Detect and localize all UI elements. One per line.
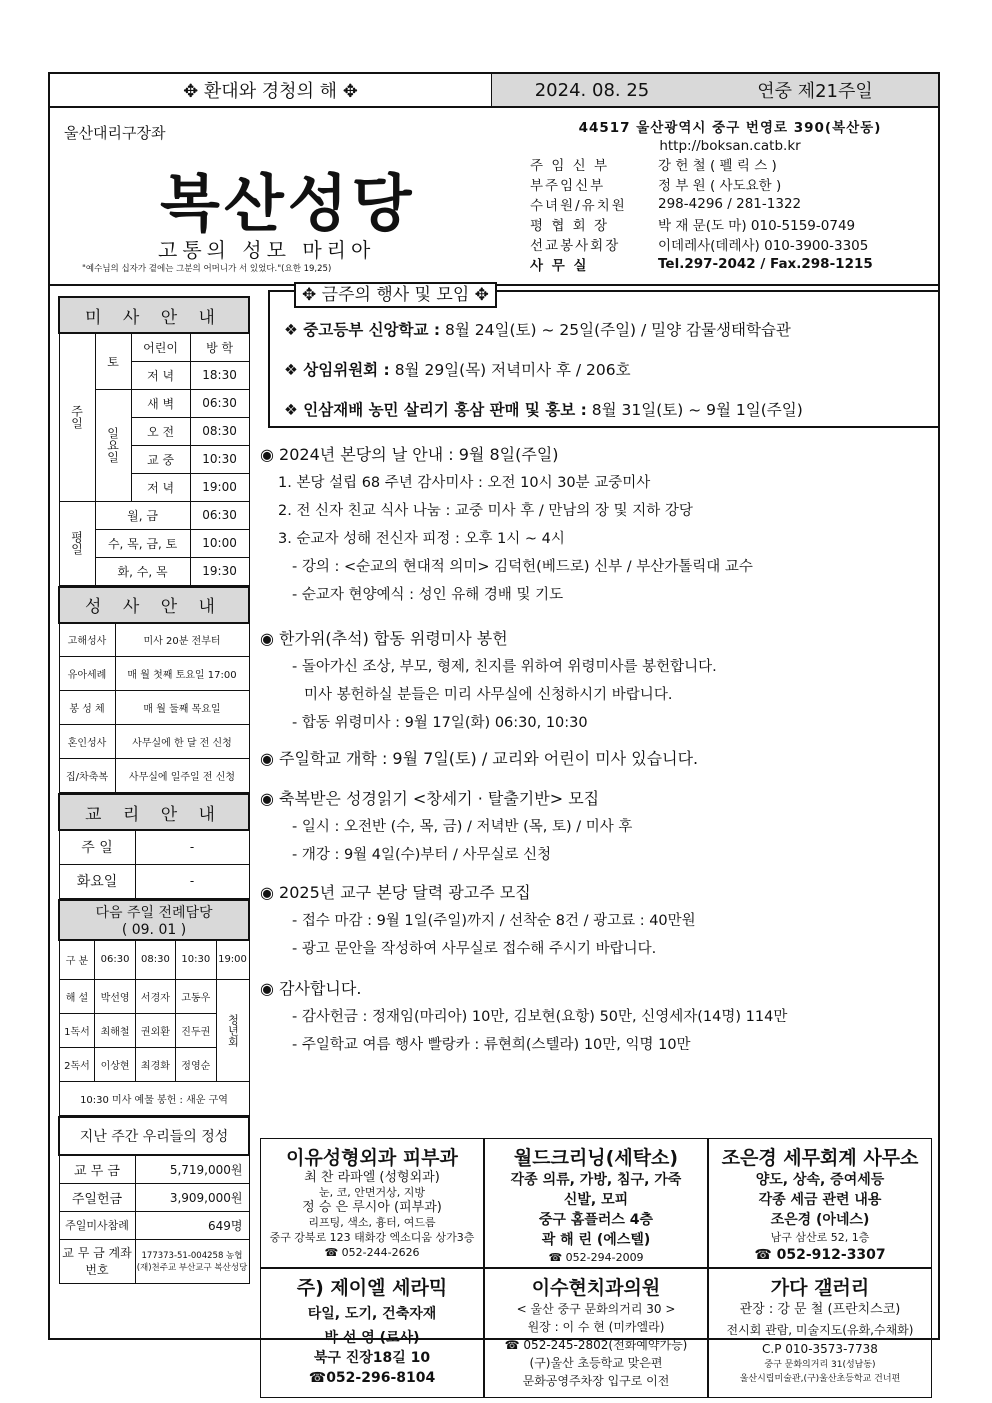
ad-gallery: 가다 갤러리 관장 : 강 문 철 (프란치스코) 전시회 관람, 미술지도(유화,수채화) C.P 010-3573-7738 중구 문화의거리 31(성남동) 울산시립미술관,(구)울산초등학교 건너편 — [708, 1268, 932, 1398]
church-info: 44517 울산광역시 중구 번영로 390(복산동) http://boksan.catb.kr 주 임 신 부 강 헌 철 ( 펠 릭 스 ) 부주임신부 정 부 원 ( 사도요한 ) 수녀원/유치원 298-4296 / 281-1322 평 협 회 장 박 재 문(도 마) 010-5159-0749 선교봉사회장 이데레사(데레사) 010-3900-3305 사 무 실 Tel.297-2042 / Fax.298-1215 — [530, 116, 930, 274]
ad-tax-office: 조은경 세무회계 사무소 양도, 상속, 증여세등 각종 세금 관련 내용 조은경 (아네스) 남구 삼산로 52, 1층 ☎ 052-912-3307 — [708, 1138, 932, 1268]
bulletin-frame — [48, 72, 940, 1388]
motto: "예수님의 십자가 곁에는 그분의 어머니가 서 있었다."(요한 19,25) — [82, 264, 332, 274]
ad-clinic: 이유성형외과 피부과 최 찬 라파엘 (성형외과) 눈, 코, 안면거상, 지방 정 승 은 루시아 (피부과) 리프팅, 색소, 흉터, 여드름 중구 강북로 123 태화강 엑소디움 상가3층 ☎ 052-244-2626 — [260, 1138, 484, 1268]
weekly-events: ✥ 금주의 행사 및 모임 ✥ ❖ 중고등부 신앙학교 : 8월 24일(토) ~ 25일(주일) / 밀양 감물생태학습관 ❖ 상임위원회 : 8월 29일(목) 저녁미사 후 / 206호 ❖ 인삼재배 농민 살리기 홍삼 판매 및 홍보 : 8월 31일(토) ~ 9월 1일(주일) — [268, 290, 940, 428]
liturgical-week: 연중 제21주일 — [757, 81, 873, 102]
sacrament-table: 성 사 안 내 고해성사 미사 20분 전부터 유아세례 매 월 첫째 토요일 17:00 봉 성 체 매 월 둘째 목요일 혼인성사 사무실에 한 달 전 신청 집/차축복 사무실에 일주일 전 신청 — [58, 586, 250, 794]
ad-cleaning: 월드크리닝(세탁소) 각종 의류, 가방, 침구, 가죽 신발, 모피 중구 홈플러스 4층 곽 해 린 (에스텔) ☎ 052-294-2009 — [484, 1138, 708, 1268]
diocese: 울산대리구장좌 — [64, 124, 166, 142]
website-link[interactable]: http://boksan.catb.kr — [659, 138, 801, 154]
offering-table: 지난 주간 우리들의 정성 교 무 금 5,719,000원 주일헌금 3,909,000원 주일미사참례 649명 교 무 금 계좌번호 177373-51-004258 농협 (재)천주교 부산교구 복산성당 — [58, 1116, 250, 1284]
top-bar — [50, 74, 938, 108]
patron: 고통의 성모 마리아 — [158, 238, 376, 262]
bulletin-date: 2024. 08. 25 — [534, 79, 650, 101]
church-name: 복산성당 — [160, 167, 416, 240]
liturgy-table: 다음 주일 전례담당 ( 09. 01 ) 구 분 06:30 08:30 10:30 19:00 해 설 박선영 서경자 고동우 청년회 1독서 최해철 권외환 진두권 2독서 이상현 최경화 정영순 10:30 미사 예물 봉헌 : 새운 구역 — [58, 899, 250, 1117]
events-title: ✥ 금주의 행사 및 모임 ✥ — [294, 282, 497, 308]
notice-memorial-mass: ◉ 한가위(추석) 합동 위령미사 봉헌 - 돌아가신 조상, 부모, 형제, 친지를 위하여 위령미사를 봉헌합니다. 미사 봉헌하실 분들은 미리 사무실에 신청하시기 바랍니다. - 합동 위령미사 : 9월 17일(화) 06:30, 10:30 — [260, 629, 717, 731]
ad-ceramic: 주) 제이엘 세라믹 타일, 도기, 건축자재 박 선 영 (로사) 북구 진장18길 10 ☎052-296-8104 — [260, 1268, 484, 1398]
header — [50, 110, 938, 286]
notice-sunday-school: ◉ 주일학교 개학 : 9월 7일(토) / 교리와 어린이 미사 있습니다. — [260, 749, 699, 768]
catechism-table: 교 리 안 내 주 일 - 화요일 - — [58, 793, 250, 899]
notice-thanks: ◉ 감사합니다. - 감사헌금 : 정재임(마리아) 10만, 김보현(요항) 50만, 신영세자(14명) 114만 - 주일학교 여름 행사 빨랑카 : 류현희(스텔라) 10만, 익명 10만 — [260, 979, 788, 1053]
notice-bible-reading: ◉ 축복받은 성경읽기 <창세기 · 탈출기반> 모집 - 일시 : 오전반 (수, 목, 금) / 저녁반 (목, 토) / 미사 후 - 개강 : 9월 4일(수)부터 / 사무실로 신청 — [260, 789, 633, 863]
year-theme: ✥ 환대와 경청의 해 ✥ — [50, 74, 492, 106]
ad-dental: 이수현치과의원 < 울산 중구 문화의거리 30 > 원장 : 이 수 현 (미카엘라) ☎ 052-245-2802(전화예약가능) (구)울산 초등학교 맞은편 문화공영주차장 입구로 이전 — [484, 1268, 708, 1398]
mass-title: 미 사 안 내 — [59, 297, 249, 333]
ads-grid — [260, 1138, 932, 1398]
left-column — [58, 296, 250, 1284]
notice-calendar-ads: ◉ 2025년 교구 본당 달력 광고주 모집 - 접수 마감 : 9월 1일(주일)까지 / 선착순 8건 / 광고료 : 40만원 - 광고 문안을 작성하여 사무실로 접수해 주시기 바랍니다. — [260, 883, 696, 957]
notice-anniversary: ◉ 2024년 본당의 날 안내 : 9월 8일(주일) 1. 본당 설립 68 주년 감사미사 : 오전 10시 30분 교중미사 2. 전 신자 친교 식사 나눔 : 교중 미사 후 / 만남의 장 및 지하 강당 3. 순교자 성해 전신자 피정 : 오후 1시 ~ 4시 - 강의 : <순교의 현대적 의미> 김덕헌(베드로) 신부 / 부산가톨릭대 교수 - 순교자 현양예식 : 성인 유해 경배 및 기도 — [260, 445, 753, 603]
mass-table: 미 사 안 내 주일 토 어린이 방 학 저 녁 18:30 일요일 새 벽 06:30 오 전 08:30 교 중 10:30 저 녁 19:00 평일 월, 금 06:30 수, 목, 금, 토 10:00 화, 수, 목 19:30 — [58, 296, 250, 586]
address: 44517 울산광역시 중구 번영로 390(복산동) — [578, 120, 882, 136]
